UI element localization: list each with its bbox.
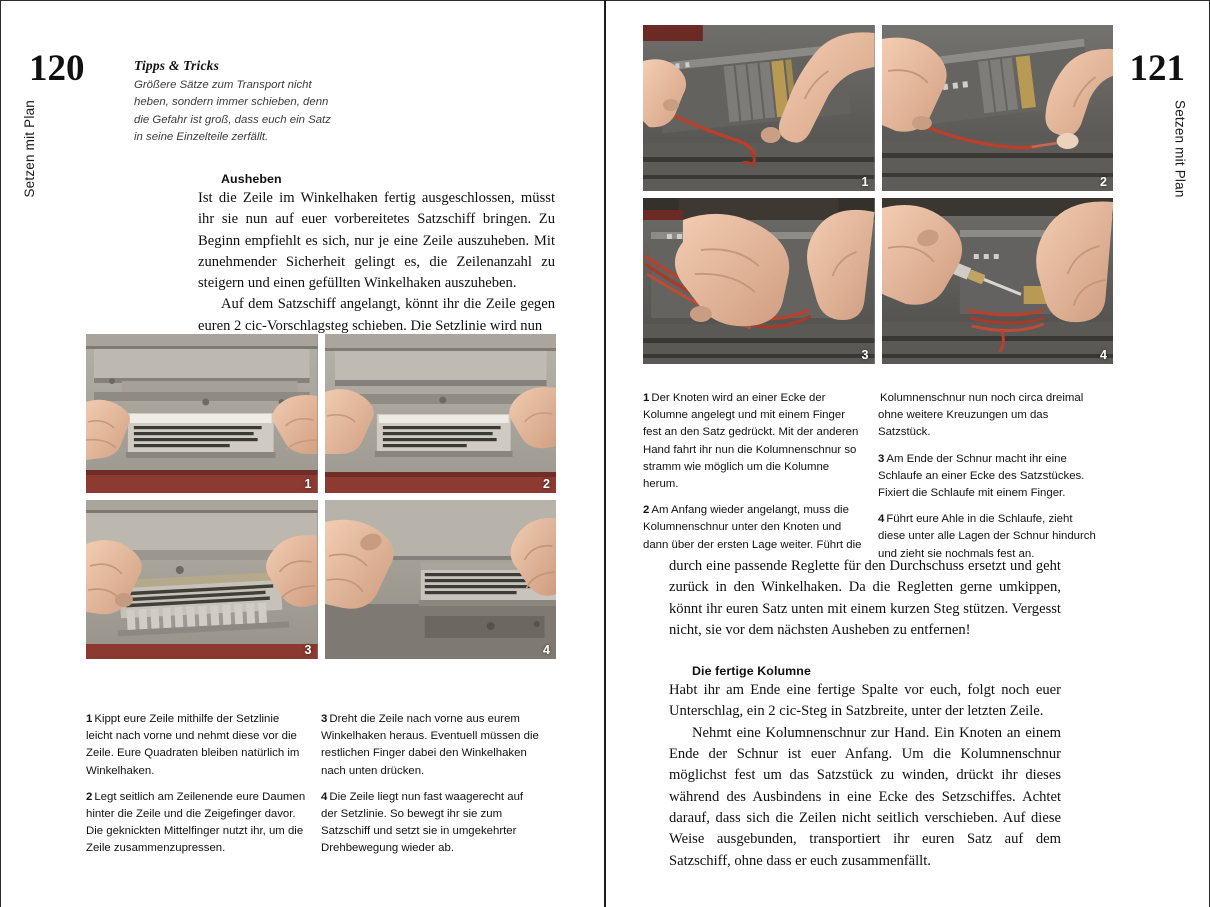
photo-step-3 bbox=[86, 500, 318, 659]
photo-badge: 1 bbox=[304, 477, 312, 491]
caption-text: Kippt eure Zeile mithilfe der Setzlinie leicht nach vorne und nehmt diese vor die Zeile. Eure Quadraten bleiben natürlich im Winkelhaken. bbox=[86, 713, 300, 777]
page-right bbox=[606, 0, 1210, 907]
photo-badge: 4 bbox=[543, 643, 550, 657]
photo-badge: 2 bbox=[1100, 175, 1107, 189]
caption-item bbox=[321, 711, 542, 780]
photo-step-1 bbox=[86, 334, 318, 493]
caption-number: 4 bbox=[321, 790, 328, 803]
left-caption-column-1 bbox=[86, 711, 321, 858]
photo-step-1-artwork bbox=[86, 334, 318, 493]
caption-item bbox=[643, 502, 864, 554]
left-body-column bbox=[198, 172, 555, 337]
page-left bbox=[0, 0, 604, 907]
caption-number: 2 bbox=[86, 790, 93, 803]
photo-badge: 3 bbox=[304, 643, 312, 657]
caption-item bbox=[86, 789, 307, 858]
page-number-left: 120 bbox=[29, 48, 85, 89]
photo-step-2 bbox=[325, 334, 557, 493]
caption-item bbox=[878, 451, 1099, 503]
photo-step-4 bbox=[882, 198, 1114, 364]
body-paragraph: Habt ihr am Ende eine fertige Spalte vor euch, folgt noch euer Unterschlag, ein 2 cic-Steg in Satzbreite, unter der letzten Zeile. bbox=[669, 682, 1061, 720]
caption-text: Der Knoten wird an einer Ecke der Kolumne angelegt und mit einem Finger fest an den Satz gedrückt. Mit der anderen Hand fahrt ihr nun die Kolumnenschnur so stramm wie möglich um die Kolumne herum. bbox=[643, 392, 859, 491]
page-number-right: 121 bbox=[1129, 48, 1185, 89]
section-heading-die-fertige-kolumne: Die fertige Kolumne bbox=[692, 664, 811, 679]
photo-step-2-artwork bbox=[325, 334, 557, 493]
tips-title: Tipps & Tricks bbox=[134, 58, 220, 73]
right-body-column bbox=[669, 556, 1061, 872]
caption-text: Kolumnenschnur nun noch circa dreimal ohne weitere Kreuzungen um das Satzstück. bbox=[878, 392, 1084, 439]
photo-step-1-artwork bbox=[643, 25, 875, 191]
left-photo-grid bbox=[86, 334, 556, 659]
photo-step-3-artwork bbox=[643, 198, 875, 364]
photo-step-3-artwork bbox=[86, 500, 318, 659]
running-head-right: Setzen mit Plan bbox=[1173, 100, 1188, 198]
section-heading-ausheben: Ausheben bbox=[221, 172, 282, 186]
right-caption-column-1 bbox=[643, 390, 878, 563]
body-paragraph-continued: durch eine passende Reglette für den Durchschuss ersetzt und geht zurück in den Winkelhaken. Da die Regletten gerne umkippen, könnt ihr euren Satz unten mit einem kurzen Steg stützen. Vergesst nicht, sie vor dem nächsten Ausheben zu entfernen! bbox=[669, 558, 1061, 638]
caption-item bbox=[86, 711, 307, 780]
left-caption-grid bbox=[86, 711, 556, 858]
caption-number: 4 bbox=[878, 513, 885, 526]
photo-step-4-artwork bbox=[325, 500, 557, 659]
tips-body: Größere Sätze zum Transport nicht heben, sondern immer schieben, denn die Gefahr ist groß, dass euch ein Satz in seine Einzelteile zerfällt. bbox=[134, 79, 331, 144]
photo-badge: 3 bbox=[861, 348, 869, 362]
caption-text: Dreht die Zeile nach vorne aus eurem Winkelhaken heraus. Eventuell müssen die restlichen Finger dabei den Winkelhaken nach unten drücken. bbox=[321, 713, 539, 777]
caption-item bbox=[643, 390, 864, 493]
photo-step-3 bbox=[643, 198, 875, 364]
caption-text: Die Zeile liegt nun fast waagerecht auf der Setzlinie. So bewegt ihr sie zum Satzschiff und setzt sie in umgekehrter Drehbewegung wieder ab. bbox=[321, 790, 524, 855]
photo-step-1 bbox=[643, 25, 875, 191]
running-head-left: Setzen mit Plan bbox=[22, 100, 37, 198]
photo-step-4 bbox=[325, 500, 557, 659]
photo-badge: 1 bbox=[861, 175, 869, 189]
left-caption-column-2 bbox=[321, 711, 556, 858]
photo-step-2 bbox=[882, 25, 1114, 191]
body-paragraph: Ist die Zeile im Winkelhaken fertig ausgeschlossen, müsst ihr sie nun auf euer vorbereitetes Satzschiff bringen. Zu Beginn empfiehlt es sich, nur je eine Zeile auszuheben. Mit zunehmender Sicherheit gelingt es, die Zeilenanzahl zu steigern und einen gefüllten Winkelhaken auszuheben. bbox=[198, 190, 555, 292]
photo-step-2-artwork bbox=[882, 25, 1114, 191]
right-caption-column-2 bbox=[878, 390, 1113, 563]
caption-text: Legt seitlich am Zeilenende eure Daumen hinter die Zeile und die Zeigefinger davor. Die geknickten Mittelfinger nutzt ihr, um die Zeile zusammenzupressen. bbox=[86, 790, 306, 855]
caption-number: 1 bbox=[86, 713, 93, 725]
caption-number: 3 bbox=[878, 452, 885, 465]
caption-text: Am Anfang wieder angelangt, muss die Kolumnenschnur unter den Knoten und dann über der ersten Lage weiter. Führt die bbox=[643, 504, 862, 551]
caption-text: Am Ende der Schnur macht ihr eine Schlaufe an einer Ecke des Satzstückes. Fixiert die Schlaufe mit einem Finger. bbox=[878, 452, 1085, 500]
body-paragraph: Auf dem Satzschiff angelangt, könnt ihr die Zeile gegen euren 2 cic-Vorschlagsteg schieben. Die Setzlinie wird nun bbox=[198, 296, 555, 334]
caption-number: 2 bbox=[643, 504, 650, 517]
caption-text: Führt eure Ahle in die Schlaufe, zieht diese unter alle Lagen der Schnur hindurch und zieht sie nochmals fest an. bbox=[878, 513, 1096, 560]
body-paragraph: Nehmt eine Kolumnenschnur zur Hand. Ein Knoten an einem Ende der Schnur ist euer Anfang. Um die Kolumnenschnur möglichst fest um das Satzstück zu winden, drückt ihr dieses während des Ausbindens in eine Ecke des Setzschiffes. Achtet darauf, dass sich die Zeilen nicht seitlich verschieben. Auf diese Weise ausgebunden, transportiert ihr euren Satz auf dem Satzschiff, ohne dass er euch zusammenfällt. bbox=[669, 724, 1061, 869]
right-photo-grid bbox=[643, 25, 1113, 364]
caption-number: 1 bbox=[643, 392, 650, 404]
tips-and-tricks-box bbox=[134, 58, 334, 147]
photo-badge: 2 bbox=[543, 477, 550, 491]
caption-item bbox=[878, 390, 1099, 442]
photo-step-4-artwork bbox=[882, 198, 1114, 364]
caption-item bbox=[321, 789, 542, 858]
right-caption-grid bbox=[643, 390, 1113, 563]
caption-number: 3 bbox=[321, 713, 328, 725]
photo-badge: 4 bbox=[1100, 348, 1107, 362]
